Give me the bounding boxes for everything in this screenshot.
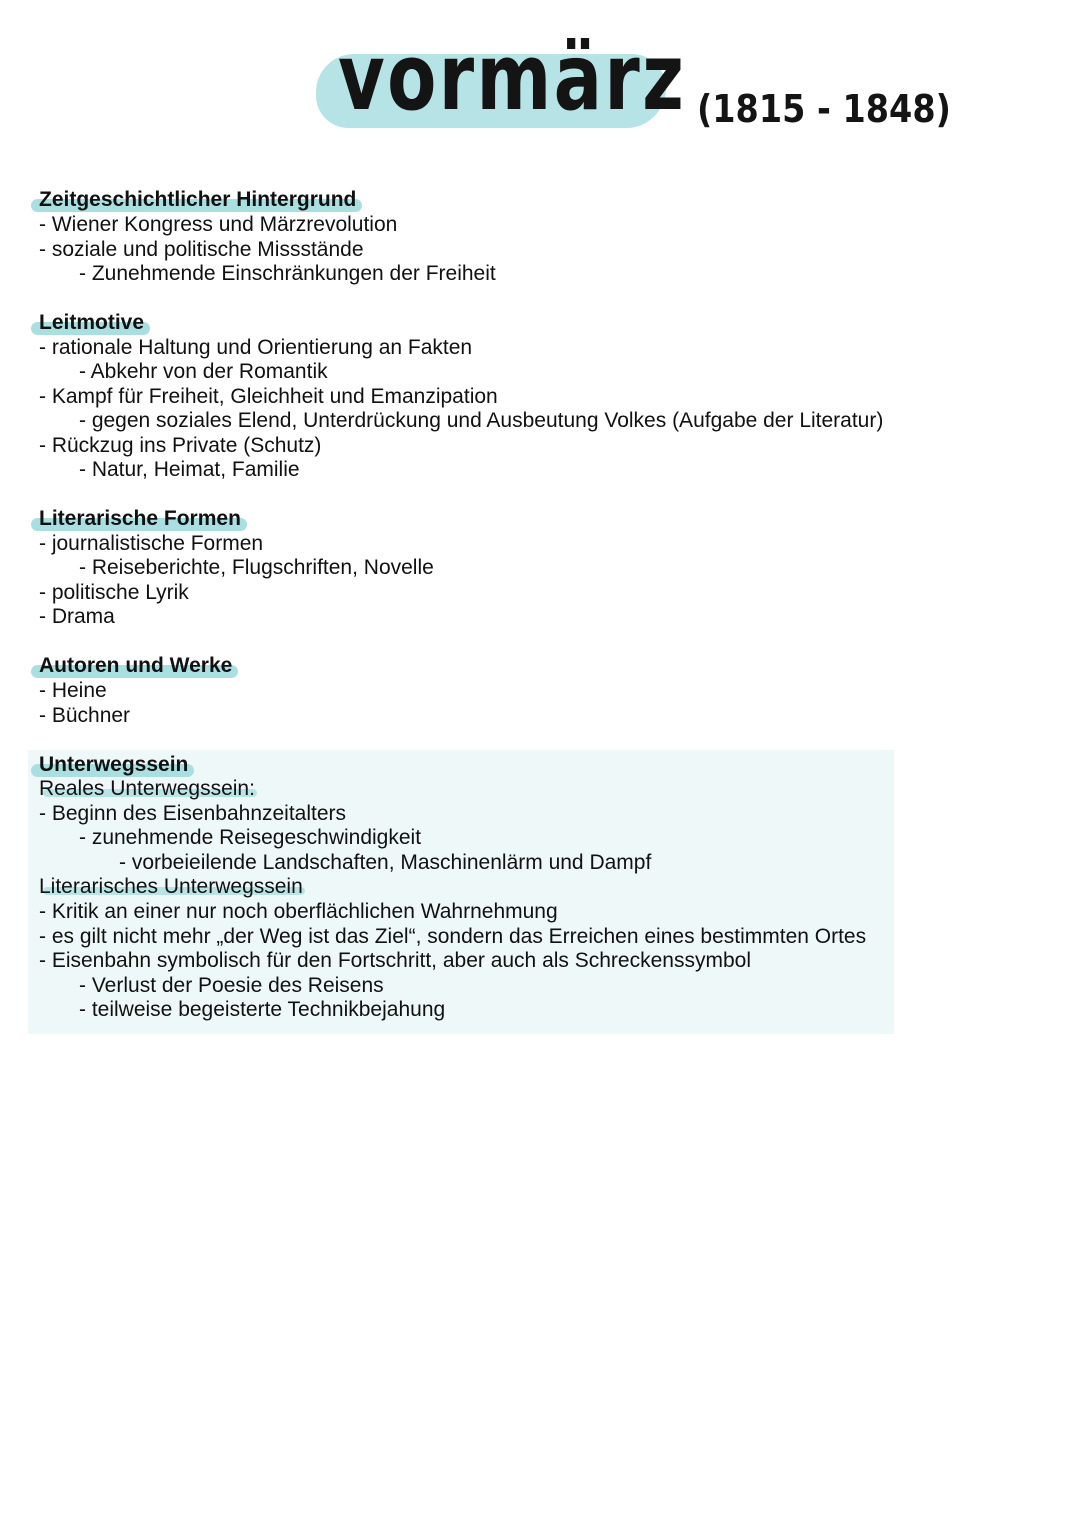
list-item: - Abkehr von der Romantik (79, 360, 328, 383)
list-item: - politische Lyrik (39, 581, 189, 604)
list-item: - Zunehmende Einschränkungen der Freiheit (79, 262, 496, 285)
list-item: - vorbeieilende Landschaften, Maschinenlärm und Dampf (119, 851, 652, 874)
list-item: - teilweise begeisterte Technikbejahung (79, 998, 446, 1021)
heading-formen: Literarische Formen (39, 507, 241, 530)
list-item: - Kampf für Freiheit, Gleichheit und Emanzipation (39, 385, 498, 408)
page-title: vormärz (338, 24, 687, 131)
heading-unterwegssein: Unterwegssein (39, 753, 189, 776)
list-item: - rationale Haltung und Orientierung an Fakten (39, 336, 473, 359)
list-item: - Rückzug ins Private (Schutz) (39, 434, 322, 457)
list-item: - Heine (39, 679, 107, 702)
list-item: - soziale und politische Missstände (39, 238, 364, 261)
heading-autoren: Autoren und Werke (39, 654, 233, 677)
list-item: - es gilt nicht mehr „der Weg ist das Ziel“, sondern das Erreichen eines bestimmten Ortes (39, 925, 867, 948)
list-item: - Kritik an einer nur noch oberflächlichen Wahrnehmung (39, 900, 558, 923)
title-block (316, 24, 687, 138)
list-item: - Wiener Kongress und Märzrevolution (39, 213, 398, 236)
list-item: - zunehmende Reisegeschwindigkeit (79, 826, 422, 849)
heading-leitmotive: Leitmotive (39, 311, 145, 334)
list-item: - Drama (39, 605, 115, 628)
subheading-literarisches: Literarisches Unterwegssein (39, 875, 303, 898)
subheading-reales: Reales Unterwegssein: (39, 777, 255, 800)
list-item: - Beginn des Eisenbahnzeitalters (39, 802, 347, 825)
list-item: - journalistische Formen (39, 532, 264, 555)
period-years: (1815 - 1848) (697, 87, 951, 131)
heading-hintergrund: Zeitgeschichtlicher Hintergrund (39, 188, 357, 211)
list-item: - Verlust der Poesie des Reisens (79, 974, 384, 997)
list-item: - Natur, Heimat, Familie (79, 458, 300, 481)
list-item: - gegen soziales Elend, Unterdrückung und Ausbeutung Volkes (Aufgabe der Literatur) (79, 409, 884, 432)
list-item: - Eisenbahn symbolisch für den Fortschritt, aber auch als Schreckenssymbol (39, 949, 751, 972)
list-item: - Reiseberichte, Flugschriften, Novelle (79, 556, 434, 579)
list-item: - Büchner (39, 704, 131, 727)
